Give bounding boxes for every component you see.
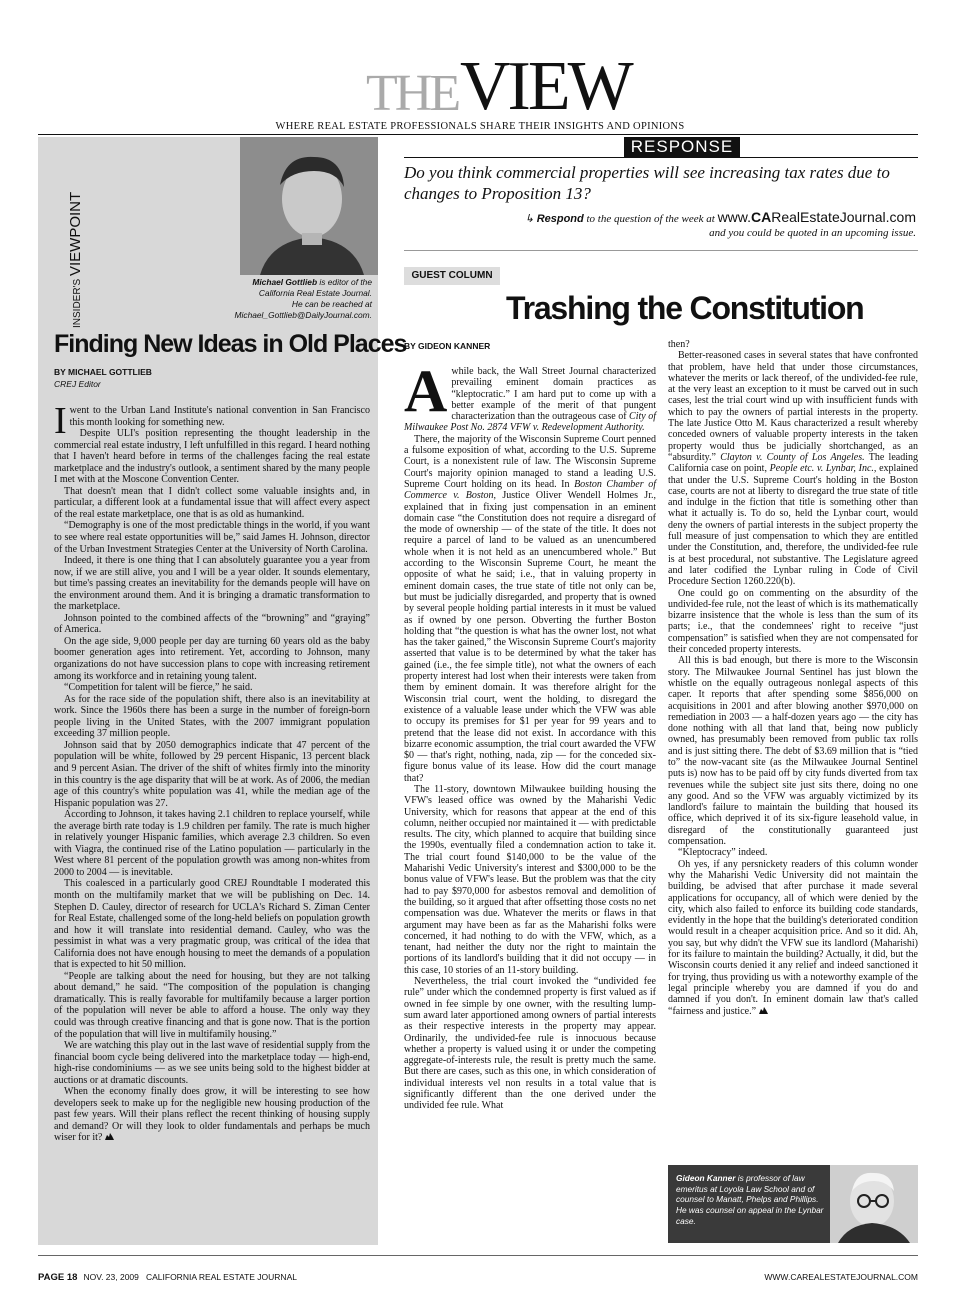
- insider-small-text: INSIDER'S: [72, 278, 83, 328]
- question-of-week: Do you think commercial properties will see increasing tax rates due to changes to Proposition 13?: [404, 163, 890, 203]
- issue-date: NOV. 23, 2009: [83, 1272, 139, 1282]
- publication-name: CALIFORNIA REAL ESTATE JOURNAL: [145, 1272, 297, 1282]
- insider-big-text: VIEWPOINT: [67, 191, 84, 276]
- caption-name: Gideon Kanner: [676, 1173, 736, 1183]
- paragraph: “People are talking about the need for housing, but they are not talking about demand,” he said. “The composition of the population is changing dramatically. This is really favorable for multifamily because a larger portion of the population will never be able to afford a house. The only way they could was through creative financing and that is gone now. That is the portion of the population that will live in multifamily housing.”: [54, 970, 370, 1040]
- article-headline-guest: Trashing the Constitution: [506, 290, 864, 326]
- byline-left: BY MICHAEL GOTTLIEB: [54, 367, 152, 377]
- paragraph: Better-reasoned cases in several states that have confronted that problem, have held that under those circumstances, whatever the merits or lack thereof, of the undivided-fee rule, at the very least an exception to it must be carved out in such cases, lest the trial court wind up with insufficient funds with which to pay the owners of partial interests in the property. The late Justice Otto M. Kaus characterized a result whereby conceded owners of valuable property interests in the taken property would thus be judicially shortchanged, as an “absurdity.” Clayton v. County of Los Angeles. The leading California case on point, People etc. v. Lynbar, Inc., explained that under the U.S. Supreme Court's holding in the Boston case, courts are not at liberty to disregard the true state of title and indulge in the fiction that title is something other than what it actually is. To do so, held the Lynbar court, would deny the owners of partial interests in the subject property the full measure of just compensation to which they are entitled under the Constitution, and, therefore, the undivided-fee rule is at best procedural, not substantive. The Legislature agreed and later codified the Lynbar ruling in Code of Civil Procedure Section 1260.220(b).: [668, 350, 918, 588]
- insiders-viewpoint-label: [52, 140, 92, 330]
- masthead-tagline: WHERE REAL ESTATE PROFESSIONALS SHARE THEIR INSIGHTS AND OPINIONS: [275, 121, 685, 132]
- arrow-icon: ↳: [524, 213, 537, 225]
- caption-line2: California Real Estate Journal.: [258, 288, 372, 298]
- paragraph: then?: [668, 339, 690, 350]
- caption-line3: He can be reached at: [291, 299, 372, 309]
- response-rule: [404, 157, 918, 158]
- paragraph: Indeed, it there is one thing that I can absolutely guarantee you a year from now, if we are still alive, you and I will be a year older. It sounds elementary, but time's passing creates an inevitability for the demands people will have on the environment around them. And it is bringing a dramatic transformation to the marketplace.: [54, 555, 370, 613]
- paragraph: Johnson said that by 2050 demographics indicate that 47 percent of the population will be white, followed by 29 percent Hispanic, 13 percent black and 9 percent Asian. The driver of the shift of whites firmly into the minority in this country is the age disparity that will be at work. As of 2006, the median age of this country's white population was 41, while the median age of the Hispanic population was 27.: [54, 739, 370, 809]
- author-caption-kanner: Gideon Kanner is professor of law emeritus at Loyola Law School and of counsel to Manatt, Phelps and Phillips. He was counsel on appeal in the Lynbar case.: [676, 1173, 824, 1226]
- author-photo-kanner: [830, 1165, 918, 1243]
- response-label: RESPONSE: [624, 137, 740, 157]
- byline-title-left: CREJ Editor: [54, 379, 101, 389]
- paragraph: “Demography is one of the most predictable things in the world, if you want to see where real estate opportunities will be,” said James H. Johnson, director of the Urban Investment Strategies Center at the University of North Carolina.: [54, 520, 370, 555]
- masthead-the: THE: [366, 65, 459, 122]
- end-mark-icon: [759, 1006, 768, 1014]
- respond-line: ↳ Respond to the question of the week at www.CARealEstateJournal.com and you could be quoted in an upcoming issue.: [524, 209, 916, 239]
- paragraph: Johnson pointed to the combined affects of the “browning” and “graying” of America.: [54, 612, 370, 636]
- paragraph: Despite ULI's position representing the thought leadership in the commercial real estate industry, I left unfulfilled in this regard. I heard nothing that I haven't heard before in terms of the challenges facing the real estate marketplace and the industry's outlook, a sentiment shared by the many people I met with at the Moscone Convention Center.: [54, 428, 370, 486]
- paragraph: “Competition for talent will be fierce,” he said.: [64, 682, 253, 694]
- paragraph: According to Johnson, it takes having 2.1 children to replace yourself, while the average birth rate today is 1.9 children per family. The rate is much higher in relatively younger Hispanic families, which average 2.3 children. So even with Viagra, the continued rise of the Latino population — particularly in the West where 81 percent of the population growth was among non-whites from 2000 to 2004 — is inevitable.: [54, 809, 370, 878]
- paragraph: One could go on commenting on the absurdity of the undivided-fee rule, not the least of which is its mathematically bizarre insistence that the whole is less than the sum of its parts; i.e., that the condemnees' right to receive “just compensation” is satisfied when they are not compensated for their conceded property interests.: [668, 587, 918, 656]
- article-headline-left: Finding New Ideas in Old Places: [54, 330, 407, 358]
- respond-link[interactable]: Respond: [536, 213, 584, 225]
- article-body-guest-col1: [404, 358, 656, 1112]
- footer-left: [38, 1272, 297, 1283]
- caption-line1: is editor of the: [317, 277, 372, 287]
- paragraph: The 11-story, downtown Milwaukee building housing the VFW's leased office was owned by the Maharishi Vedic University, which for reasons that appear at the end of this column, neither occupied nor maintained it — with predictable results. The city, which planned to acquire that building since the 1990s, eventually filed a condemnation action to take it. The trial court found $140,000 to be the value of the Maharishi Vedic University's interest and $300,000 to be the bonus value of VFW's lease. But the problem was that the city had to pay $970,000 for asbestos removal and demolition of the building, so it argued that after offsetting those costs no net compensation was due. Whatever the merits or flaws in that argument may have been as far as the Maharishi folks were concerned, it had nothing to do with the VFW, which, as a tenant, had neither the duty nor the right to maintain the portions of its landlord's building that it did not occupy — in this case, 10 stories of an 11-story building.: [404, 783, 656, 976]
- paragraph: All this is bad enough, but there is more to the Wisconsin story. The Milwaukee Journal Sentinel has just blown the whistle on the equally outrageous nonlegal aspects of this caper. It reports that after spending some $856,000 on acquisitions in 2001 and after blowing another $970,000 on remediation in 2003 — a half-dozen years ago — the city has done nothing with all that land that, being now publicly owned, has presumably been removed from public tax rolls and is just sitting there. The debt of $3.69 million that is “tied to” the now-vacant site (as the Milwaukee Journal Sentinel puts is) now has to be paid off by city funds diverted from tax revenues while the subject site just sits there, doing no one any good. And so the VFW was arguably victimized by its landlord's failure to maintain the building that housed its office, which deprived it of its six-figure leasehold value, in disregard of the constitutionally guaranteed just compensation.: [668, 655, 918, 848]
- page-number: PAGE 18: [38, 1272, 78, 1283]
- site-url-link[interactable]: www.CARealEstateJournal.com: [717, 209, 916, 225]
- paragraph: There, the majority of the Wisconsin Supreme Court penned a fulsome exposition of what, according to the U.S. Supreme Court, is a nonexistent rule of law. The Wisconsin Supreme Court's majority opinion managed to stand a leading U.S. Supreme Court holding on its head. In Boston Chamber of Commerce v. Boston, Justice Oliver Wendell Holmes Jr., explained that in fixing just compensation in an eminent domain case “the Constitution does not require a disregard of the mode of ownership — of the state of the title. It does not require a parcel of land to be valued as an unencumbered whole when it is not held as an unencumbered whole.” But according to the Wisconsin Supreme Court, he meant the opposite of what he said; i.e., that in valuing property in eminent domain cases, the true state of title not only can be, but must be judicially disregarded, and property that is owned by several people holding partial interests in it must be valued as if owned by one person. Obverting the further Boston holding that “the question is what has the owner lost, not what has the taker gained,” the Wisconsin Supreme Court's majority asserted that value is to be determined by what the taker has gained (i.e., the fee simple title), not what the owners of each property interest had lost when their interests were taken from them by eminent domain. It was therefore alright for the Wisconsin trial court, went the holding, to disregard the existence of a valuable lease under which the VFW was able to occupy its premises for $1 per year for 99 years and to pretend that the lease did not exist. In accordance with this bizarre economic assumption, the trial court awarded the VFW $0 — that's right, nothing, nada, zip — for the conceded six-figure bonus value of its lease. How did the court manage that?: [404, 433, 656, 784]
- paragraph: Awhile back, the Wall Street Journal characterized prevailing eminent domain practices as “kleptocratic.” I am hard put to come up with a better example of the merit of that pungent characterization than the outrageous case of City of Milwaukee Post No. 2874 VFW v. Redevelopment Authority.: [404, 358, 656, 434]
- author-caption-gottlieb: [200, 277, 372, 321]
- paragraph: We are watching this play out in the last wave of residential supply from the financial boom cycle being delivered into the marketplace today — high-end, high-rise condominiums — as we see units being sold to the highest bidder at auctions or at dramatic discounts.: [54, 1040, 370, 1086]
- footer-rule: [38, 1255, 918, 1256]
- paragraph: “Kleptocracy” indeed.: [678, 847, 768, 859]
- paragraph: Iwent to the Urban Land Institute's national convention in San Francisco this month looking for something new.: [54, 400, 370, 442]
- paragraph: This coalesced in a particularly good CREJ Roundtable I moderated this month on the multifamily market that we will be publishing on Dec. 14. Stephen D. Cauley, director of research for UCLA's Richard S. Ziman Center for Real Estate, challenged some of the long-held beliefs on population growth and how it will translate into residential demand. Cauley, who was the pessimist in what was a very pragmatic group, was critical of the idea that California does not have enough housing to meet the demands of a population that is expected to hit 50 million.: [54, 878, 370, 971]
- drop-cap: I: [54, 400, 67, 442]
- masthead-view: VIEW: [460, 48, 631, 125]
- paragraph: When the economy finally does grow, it will be interesting to see how developers seek to make up for the negligible new housing production of the past few years. Will their plans reflect the recent thinking of housing supply and demand? Or will they look to older fundamentals and perhaps be much wiser for it?: [54, 1086, 370, 1144]
- respond-line2: and you could be quoted in an upcoming issue.: [709, 227, 916, 239]
- byline-guest: BY GIDEON KANNER: [404, 341, 491, 351]
- paragraph: As for the race side of the population shift, there also is an inevitability at work. Since the 1960s there has been a surge in the number of foreign-born people living in the United States, with the 2007 immigrant population exceeding 37 million people.: [54, 693, 370, 740]
- caption-name: Michael Gottlieb: [252, 277, 318, 287]
- caption-email: Michael_Gottlieb@DailyJournal.com.: [234, 310, 372, 320]
- footer-url[interactable]: WWW.CAREALESTATEJOURNAL.COM: [764, 1272, 918, 1282]
- article-body-guest-col2: [668, 339, 918, 1017]
- paragraph: That doesn't mean that I didn't collect some valuable insights and, in particular, a different look at a fundamental issue that will affect every aspect of the real estate marketplace, one that is as old as humankind.: [54, 485, 370, 520]
- end-mark-icon: [105, 1132, 114, 1140]
- article-body-left: [54, 400, 370, 1144]
- paragraph: Nevertheless, the trial court invoked the “undivided fee rule” under which the condemned property is first valued as if owned in fee simple by one owner, with the resulting lump-sum award later apportioned among owners of partial interests as their respective interests in the property may appear. Ordinarily, the undivided-fee rule is innocuous because whether a property is valued using it or under the competing aggregate-of-interests rule, the result is pretty much the same. But there are cases, such as this one, in which consideration of individual interests vel non results in a total value that is significantly different than the one derived under the undivided fee rule. What: [404, 976, 656, 1112]
- author-photo-gottlieb: [240, 137, 378, 275]
- paragraph: Oh yes, if any persnickety readers of this column wonder why the Maharishi Vedic University did not maintain the building, be advised that after purchase it made several applications for occupancy, all of which were denied by the city, which also failed to enforce its building code standards, evidently in the hope that the building's deteriorated condition would result in a cheaper acquisition price. And so it did. Ah, you say, but why didn't the VFW sue its landlord (Maharishi) for its failure to maintain the building? Actually, it did, but the Wisconsin courts denied it any relief and indeed sanctioned it for trying, thus providing us with a noteworthy example of the legal principle whereby you are damned if you do and damned if you don't. In eminent domain law that's called “fairness and justice.”: [668, 858, 918, 1017]
- drop-cap: A: [404, 358, 448, 424]
- paragraph: On the age side, 9,000 people per day are turning 60 years old as the baby boomer generation ages into retirement. Yet, according to Johnson, many organizations do not have succession plans to cope with increasing retirement among its workforce and in retaining young talent.: [54, 635, 370, 682]
- top-rule: [38, 134, 918, 135]
- response-bottom-rule: [404, 250, 918, 251]
- guest-column-label: GUEST COLUMN: [404, 267, 500, 285]
